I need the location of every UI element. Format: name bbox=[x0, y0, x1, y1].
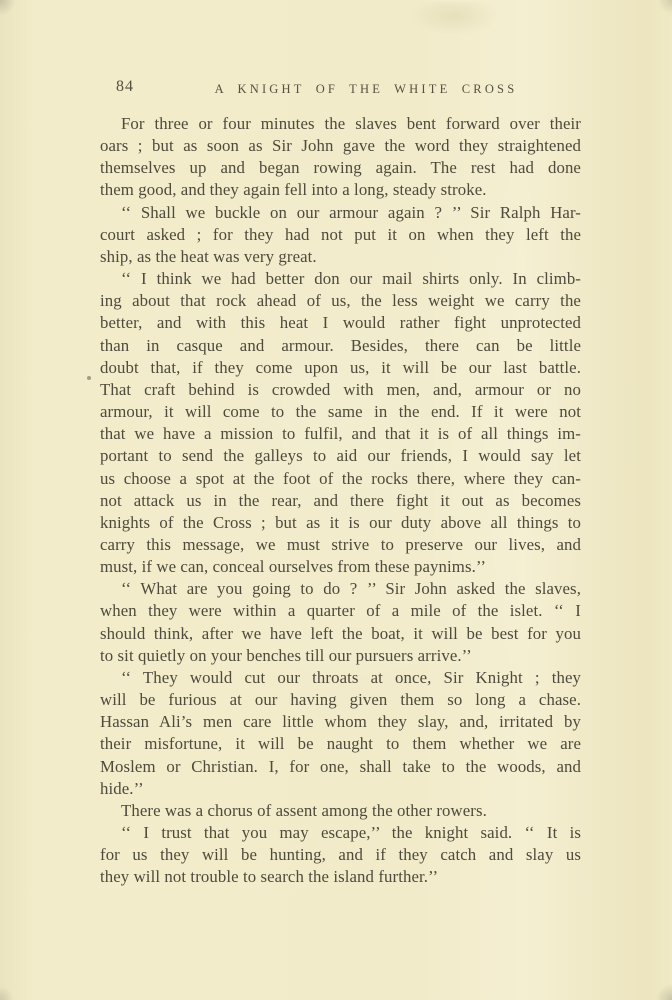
paragraph bbox=[100, 667, 581, 800]
text-line: must, if we can, conceal ourselves from these paynims.’’ bbox=[100, 557, 487, 577]
text-line: better, and with this heat I would rather fight unprotected bbox=[100, 313, 581, 333]
text-line: when they were within a quarter of a mile of the islet. ‘‘ I bbox=[100, 601, 581, 621]
paragraph bbox=[100, 202, 581, 268]
text-line: ing about that rock ahead of us, the less weight we carry the bbox=[100, 291, 581, 311]
page-number: 84 bbox=[116, 78, 134, 95]
text-line: themselves up and began rowing again. The rest had done bbox=[100, 158, 581, 178]
text-line: For three or four minutes the slaves bent forward over their bbox=[121, 114, 581, 133]
text-line: portant to send the galleys to aid our friends, I would say let bbox=[100, 446, 581, 466]
running-title: A KNIGHT OF THE WHITE CROSS bbox=[214, 82, 518, 96]
text-line: not attack us in the rear, and there fight it out as becomes bbox=[100, 490, 581, 510]
paragraph bbox=[100, 268, 581, 578]
text-line: that we have a mission to fulfil, and that it is of all things im- bbox=[100, 424, 581, 444]
text-line: them good, and they again fell into a long, steady stroke. bbox=[100, 180, 487, 200]
text-line: doubt that, if they come upon us, it will be our last battle. bbox=[100, 357, 581, 377]
text-line: ‘‘ I trust that you may escape,’’ the knight said. ‘‘ It is bbox=[121, 823, 581, 842]
text-line: to sit quietly on your benches till our pursuers arrive.’’ bbox=[100, 645, 472, 665]
text-line: should think, after we have left the boat, it will be best for you bbox=[100, 623, 581, 643]
text-line: knights of the Cross ; but as it is our duty above all things to bbox=[100, 512, 581, 532]
text-line: hide.’’ bbox=[100, 778, 144, 798]
text-line: ‘‘ I think we had better don our mail shirts only. In climb- bbox=[121, 269, 581, 289]
page-body bbox=[100, 113, 581, 888]
text-line: for us they will be hunting, and if they catch and slay us bbox=[100, 845, 581, 865]
text-line: will be furious at our having given them so long a chase. bbox=[100, 690, 581, 710]
text-line: court asked ; for they had not put it on when they left the bbox=[100, 224, 581, 244]
text-line: they will not trouble to search the island further.’’ bbox=[100, 867, 439, 887]
paragraph bbox=[100, 800, 581, 822]
margin-speck bbox=[87, 376, 91, 380]
text-line: oars ; but as soon as Sir John gave the word they straightened bbox=[100, 136, 581, 156]
text-line: ‘‘ They would cut our throats at once, Sir Knight ; they bbox=[121, 667, 581, 687]
text-line: us choose a spot at the foot of the rocks there, where they can- bbox=[100, 468, 581, 488]
text-line: ‘‘ What are you going to do ? ’’ Sir John asked the slaves, bbox=[121, 579, 581, 599]
text-line: their misfortune, it will be naught to them whether we are bbox=[100, 734, 581, 754]
text-line: armour, it will come to the same in the end. If it were not bbox=[100, 402, 581, 422]
paragraph bbox=[100, 113, 581, 202]
text-line: carry this message, we must strive to preserve our lives, and bbox=[100, 534, 581, 554]
text-line: than in casque and armour. Besides, there can be little bbox=[100, 335, 581, 355]
text-line: Moslem or Christian. I, for one, shall take to the woods, and bbox=[100, 756, 581, 776]
text-line: Hassan Ali’s men care little whom they slay, and, irritated by bbox=[100, 712, 581, 732]
scan-smudge bbox=[410, 2, 500, 36]
text-line: ship, as the heat was very great. bbox=[100, 246, 317, 266]
text-line: ‘‘ Shall we buckle on our armour again ? ’’ Sir Ralph Har- bbox=[121, 202, 581, 222]
text-line: That craft behind is crowded with men, and, armour or no bbox=[100, 379, 581, 399]
text-line: There was a chorus of assent among the other rowers. bbox=[121, 800, 487, 820]
paragraph bbox=[100, 822, 581, 888]
paragraph bbox=[100, 578, 581, 667]
